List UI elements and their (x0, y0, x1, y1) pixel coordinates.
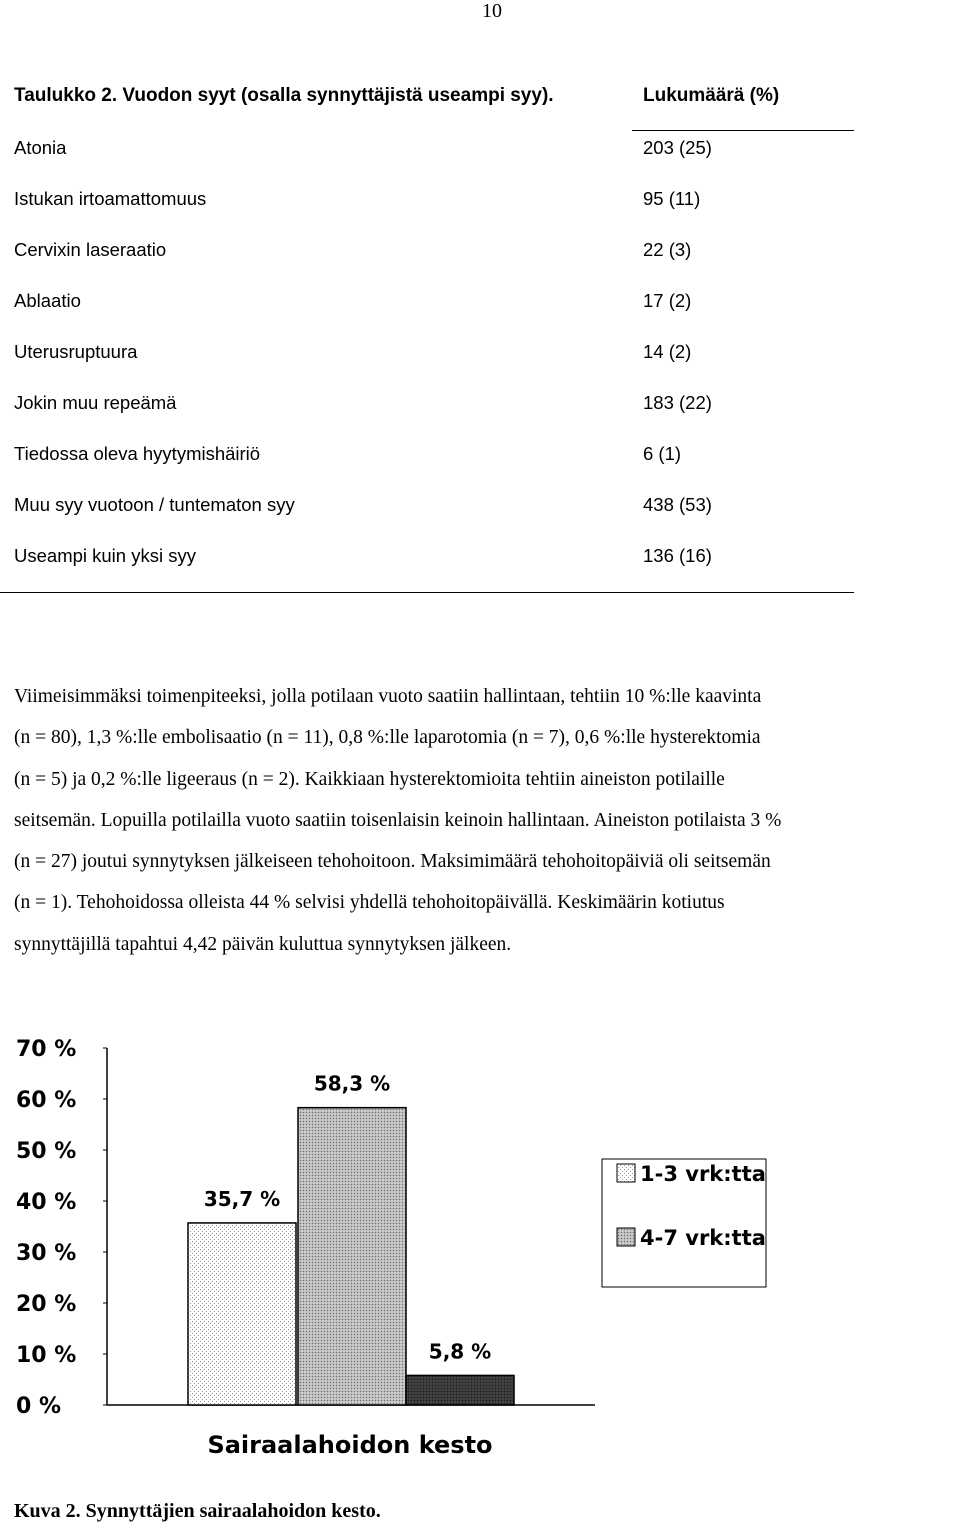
table-cell-count: 14 (2) (643, 341, 692, 362)
paragraph-line: (n = 1). Tehohoidossa olleista 44 % selvisi yhdellä tehohoitopäivällä. Keskimäärin kotiutus (14, 892, 725, 914)
data-label: 5,8 % (428, 1339, 492, 1364)
table-top-rule (632, 130, 854, 131)
table-row (0, 494, 860, 524)
table-row (0, 188, 860, 218)
bar (298, 1108, 406, 1405)
table-cell-count: 22 (3) (643, 239, 692, 260)
table-row (0, 239, 860, 269)
table-cell-cause: Istukan irtoamattomuus (14, 188, 207, 209)
page-number: 10 (482, 0, 502, 22)
table-cell-cause: Ablaatio (14, 290, 81, 311)
y-tick-label: 10 % (16, 1343, 77, 1368)
y-tick-label: 60 % (16, 1088, 77, 1113)
table-cell-count: 95 (11) (643, 188, 701, 209)
paragraph-line: synnyttäjillä tapahtui 4,42 päivän kuluttua synnytyksen jälkeen. (14, 933, 512, 955)
data-label: 58,3 % (313, 1071, 391, 1096)
legend-swatch (617, 1228, 635, 1246)
table-cell-count: 438 (53) (643, 494, 712, 515)
bar (188, 1223, 296, 1405)
table-cell-count: 136 (16) (643, 545, 712, 566)
table-row (0, 341, 860, 371)
table-cell-count: 203 (25) (643, 137, 712, 158)
table-caption: Taulukko 2. Vuodon syyt (osalla synnyttäjistä useampi syy). (14, 85, 554, 106)
table-cell-cause: Useampi kuin yksi syy (14, 545, 196, 566)
paragraph-line: Viimeisimmäksi toimenpiteeksi, jolla potilaan vuoto saatiin hallintaan, tehtiin 10 %:lle kaavinta (14, 686, 762, 707)
paragraph-line: (n = 5) ja 0,2 %:lle ligeeraus (n = 2). Kaikkiaan hysterektomioita tehtiin aineiston potilaille (14, 768, 725, 790)
table-column-header: Lukumäärä (%) (643, 85, 780, 106)
paragraph-line: seitsemän. Lopuilla potilailla vuoto saatiin toisenlaisin keinoin hallintaan. Aineiston potilaista 3 % (14, 809, 782, 831)
table-cell-cause: Tiedossa oleva hyytymishäiriö (14, 443, 261, 464)
table-cell-cause: Jokin muu repeämä (14, 392, 177, 413)
legend (602, 1159, 766, 1287)
table-row (0, 392, 860, 422)
paragraph-line: (n = 27) joutui synnytyksen jälkeiseen tehohoitoon. Maksimimäärä tehohoitopäiviä oli seitsemän (14, 851, 771, 873)
table-cell-cause: Cervixin laseraatio (14, 239, 167, 260)
bars (188, 1072, 514, 1405)
table-cell-count: 183 (22) (643, 392, 712, 413)
table-row (0, 137, 860, 167)
legend-label: 1-3 vrk:tta (640, 1162, 766, 1186)
table-row (0, 290, 860, 320)
table-cell-cause: Atonia (14, 137, 67, 158)
table-row (0, 545, 860, 575)
y-tick-label: 40 % (16, 1190, 77, 1215)
legend-swatch (617, 1164, 635, 1182)
y-tick-label: 30 % (16, 1241, 77, 1266)
paragraph-line: (n = 80), 1,3 %:lle embolisaatio (n = 11), 0,8 %:lle laparotomia (n = 7), 0,6 %:lle hysterektomia (14, 727, 761, 749)
bar (406, 1375, 514, 1405)
y-tick-label: 50 % (16, 1139, 77, 1164)
body-paragraph (14, 676, 960, 965)
y-tick-label: 0 % (16, 1394, 62, 1419)
table-cell-count: 6 (1) (643, 443, 682, 464)
table-cell-count: 17 (2) (643, 290, 692, 311)
table-row (0, 443, 860, 473)
y-tick-label: 70 % (16, 1037, 77, 1062)
y-tick-label: 20 % (16, 1292, 77, 1317)
bar-chart (0, 1025, 800, 1465)
table-cell-cause: Uterusruptuura (14, 341, 138, 362)
figure-caption: Kuva 2. Synnyttäjien sairaalahoidon kesto. (14, 1500, 381, 1522)
x-axis-title: Sairaalahoidon kesto (207, 1431, 493, 1459)
legend-label: 4-7 vrk:tta (640, 1226, 766, 1250)
table-bottom-rule (0, 592, 854, 593)
table-cell-cause: Muu syy vuotoon / tuntematon syy (14, 494, 295, 515)
data-label: 35,7 % (203, 1186, 281, 1211)
